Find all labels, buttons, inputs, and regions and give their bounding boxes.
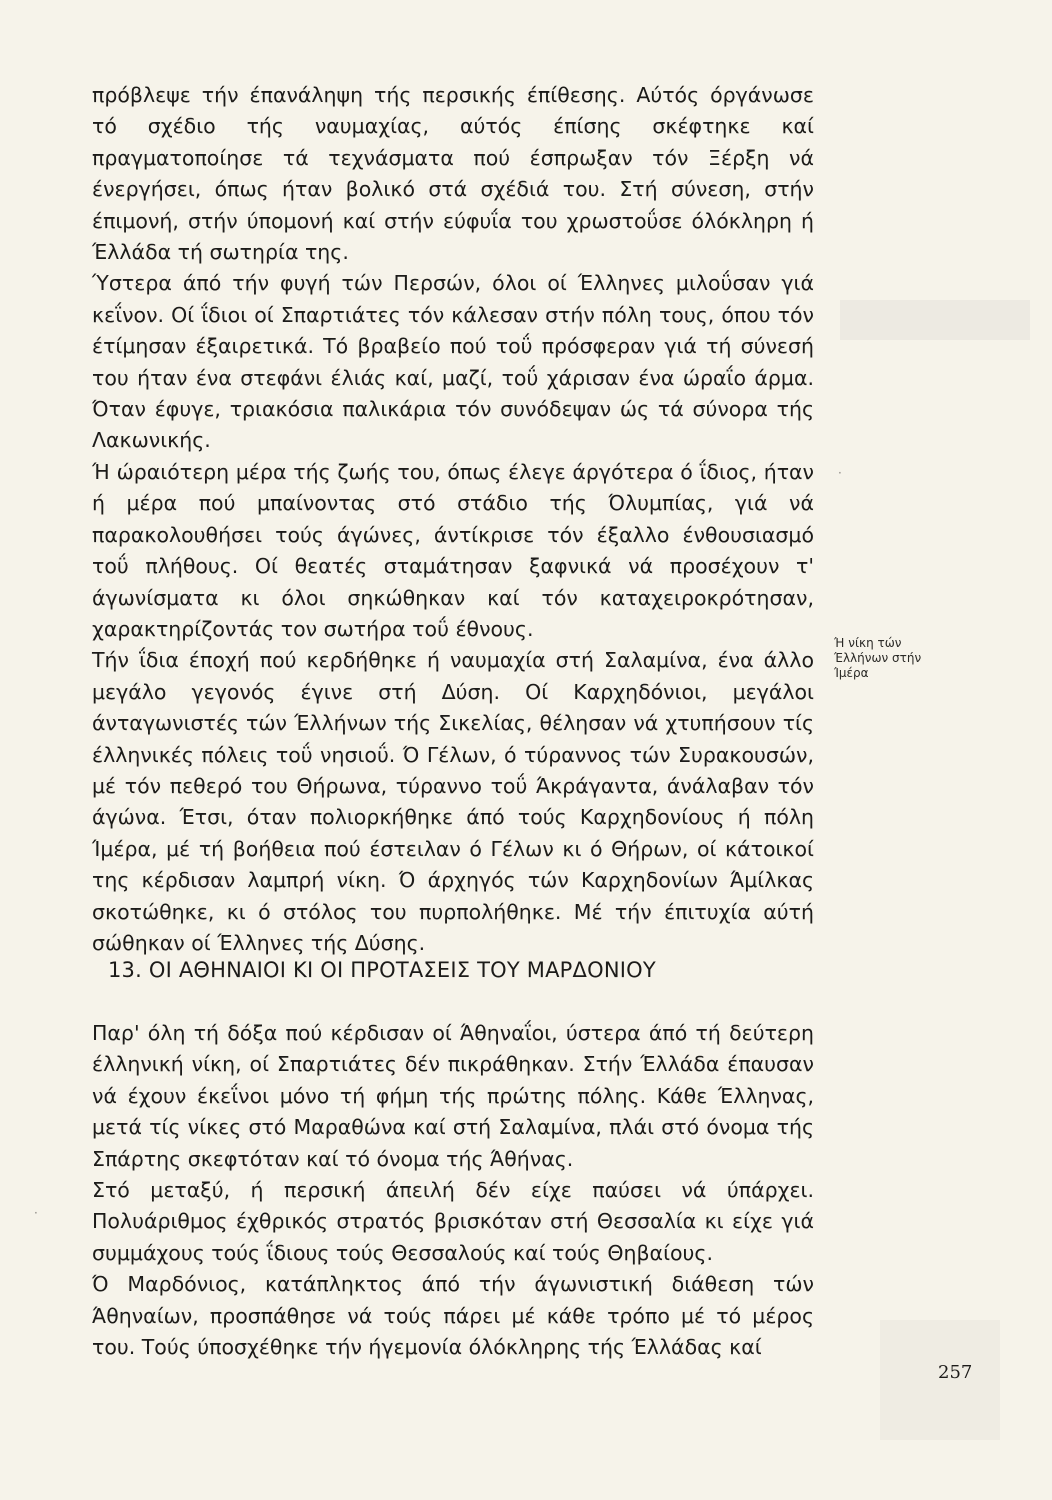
paragraph: Ό Μαρδόνιος, κατάπληκτος άπό τήν άγωνιστική διάθεση τών Άθηναίων, προσπάθησε νά τούς πάρει μέ κάθε τρόπο μέ τό μέρος του. Τούς ύποσχέθηκε τήν ήγεμονία όλόκληρης τής Έλλάδας καί [92, 1272, 814, 1360]
paragraph: Παρ' όλη τή δόξα πού κέρδισαν οί Άθηναΐοι, ύστερα άπό τή δεύτερη έλληνική νίκη, οί Σπαρτιάτες δέν πικράθηκαν. Στήν Έλλάδα έπαυσαν νά έχουν έκεΐνοι μόνο τή φήμη τής πρώτης πόλης. Κάθε Έλληνας, μετά τίς νίκες στό Μαραθώνα καί στή Σαλαμίνα, πλάι στό όνομα τής Σπάρτης σκεφτόταν καί τό όνομα τής Άθήνας. [92, 1021, 814, 1171]
margin-note-line: Έλλήνων στήν [834, 651, 922, 665]
paragraph: πρόβλεψε τήν έπανάληψη τής περσικής έπίθεσης. Αύτός όργάνωσε τό σχέδιο τής ναυμαχίας, αύτός έπίσης σκέφτηκε καί πραγματοποίησε τά τεχνάσματα πού έσπρωξαν τόν Ξέρξη νά ένεργήσει, όπως ήταν βολικό στά σχέδιά του. Στή σύνεση, στήν έπιμονή, στήν ύπομονή καί στήν εύφυΐα του χρωστοΰσε όλόκληρη ή Έλλάδα τή σωτηρία της. [92, 83, 814, 265]
bleed-through [840, 300, 1030, 340]
paragraph: Στό μεταξύ, ή περσική άπειλή δέν είχε παύσει νά ύπάρχει. Πολυάριθμος έχθρικός στρατός βρισκόταν στή Θεσσαλία κι είχε γιά συμμάχους τούς ΐδιους τούς Θεσσαλούς καί τούς Θηβαίους. [92, 1178, 814, 1265]
main-text-section-13 [92, 1018, 814, 1363]
paragraph: Τήν ΐδια έποχή πού κερδήθηκε ή ναυμαχία στή Σαλαμίνα, ένα άλλο μεγάλο γεγονός έγινε στή Δύση. Οί Καρχηδόνιοι, μεγάλοι άνταγωνιστές τών Έλλήνων τής Σικελίας, θέλησαν νά χτυπήσουν τίς έλληνικές πόλεις τοΰ νησιοΰ. Ό Γέλων, ό τύραννος τών Συρακουσών, μέ τόν πεθερό του Θήρωνα, τύραννο τοΰ Άκράγαντα, άνάλαβαν τόν άγώνα. Έτσι, όταν πολιορκήθηκε άπό τούς Καρχηδονίους ή πόλη Ίμέρα, μέ τή βοήθεια πού έστειλαν ό Γέλων κι ό Θήρων, οί κάτοικοί της κέρδισαν λαμπρή νίκη. Ό άρχηγός τών Καρχηδονίων Άμίλκας σκοτώθηκε, κι ό στόλος του πυρπολήθηκε. Μέ τήν έπιτυχία αύτή σώθηκαν οί Έλληνες τής Δύσης. [92, 648, 814, 955]
page-number: 257 [938, 1362, 973, 1383]
margin-note-line: Ή νίκη τών [834, 636, 902, 650]
print-speck: · [34, 1206, 38, 1220]
main-text-section-12 [92, 80, 814, 959]
margin-note-line: Ίμέρα [834, 666, 869, 680]
print-speck: · [838, 466, 842, 480]
margin-note [834, 636, 984, 681]
paragraph: Ή ώραιότερη μέρα τής ζωής του, όπως έλεγε άργότερα ό ΐδιος, ήταν ή μέρα πού μπαίνοντας στό στάδιο τής Όλυμπίας, γιά νά παρακολουθήσει τούς άγώνες, άντίκρισε τόν έξαλλο ένθουσιασμό τοΰ πλήθους. Οί θεατές σταμάτησαν ξαφνικά νά προσέχουν τ' άγωνίσματα κι όλοι σηκώθηκαν καί τόν καταχειροκρότησαν, χαρακτηρίζοντάς τον σωτήρα τοΰ έθνους. [92, 459, 814, 641]
chapter-heading: 13. ΟΙ ΑΘΗΝΑΙΟΙ ΚΙ ΟΙ ΠΡΟΤΑΣΕΙΣ ΤΟΥ ΜΑΡΔΟΝΙΟΥ [108, 958, 656, 982]
paragraph: Ύστερα άπό τήν φυγή τών Περσών, όλοι οί Έλληνες μιλοΰσαν γιά κεΐνον. Οί ΐδιοι οί Σπαρτιάτες τόν κάλεσαν στήν πόλη τους, όπου τόν έτίμησαν έξαιρετικά. Τό βραβείο πού τοΰ πρόσφεραν γιά τή σύνεσή του ήταν ένα στεφάνι έλιάς καί, μαζί, τοΰ χάρισαν ένα ώραΐο άρμα. Όταν έφυγε, τριακόσια παλικάρια τόν συνόδεψαν ώς τά σύνορα τής Λακωνικής. [92, 271, 814, 453]
